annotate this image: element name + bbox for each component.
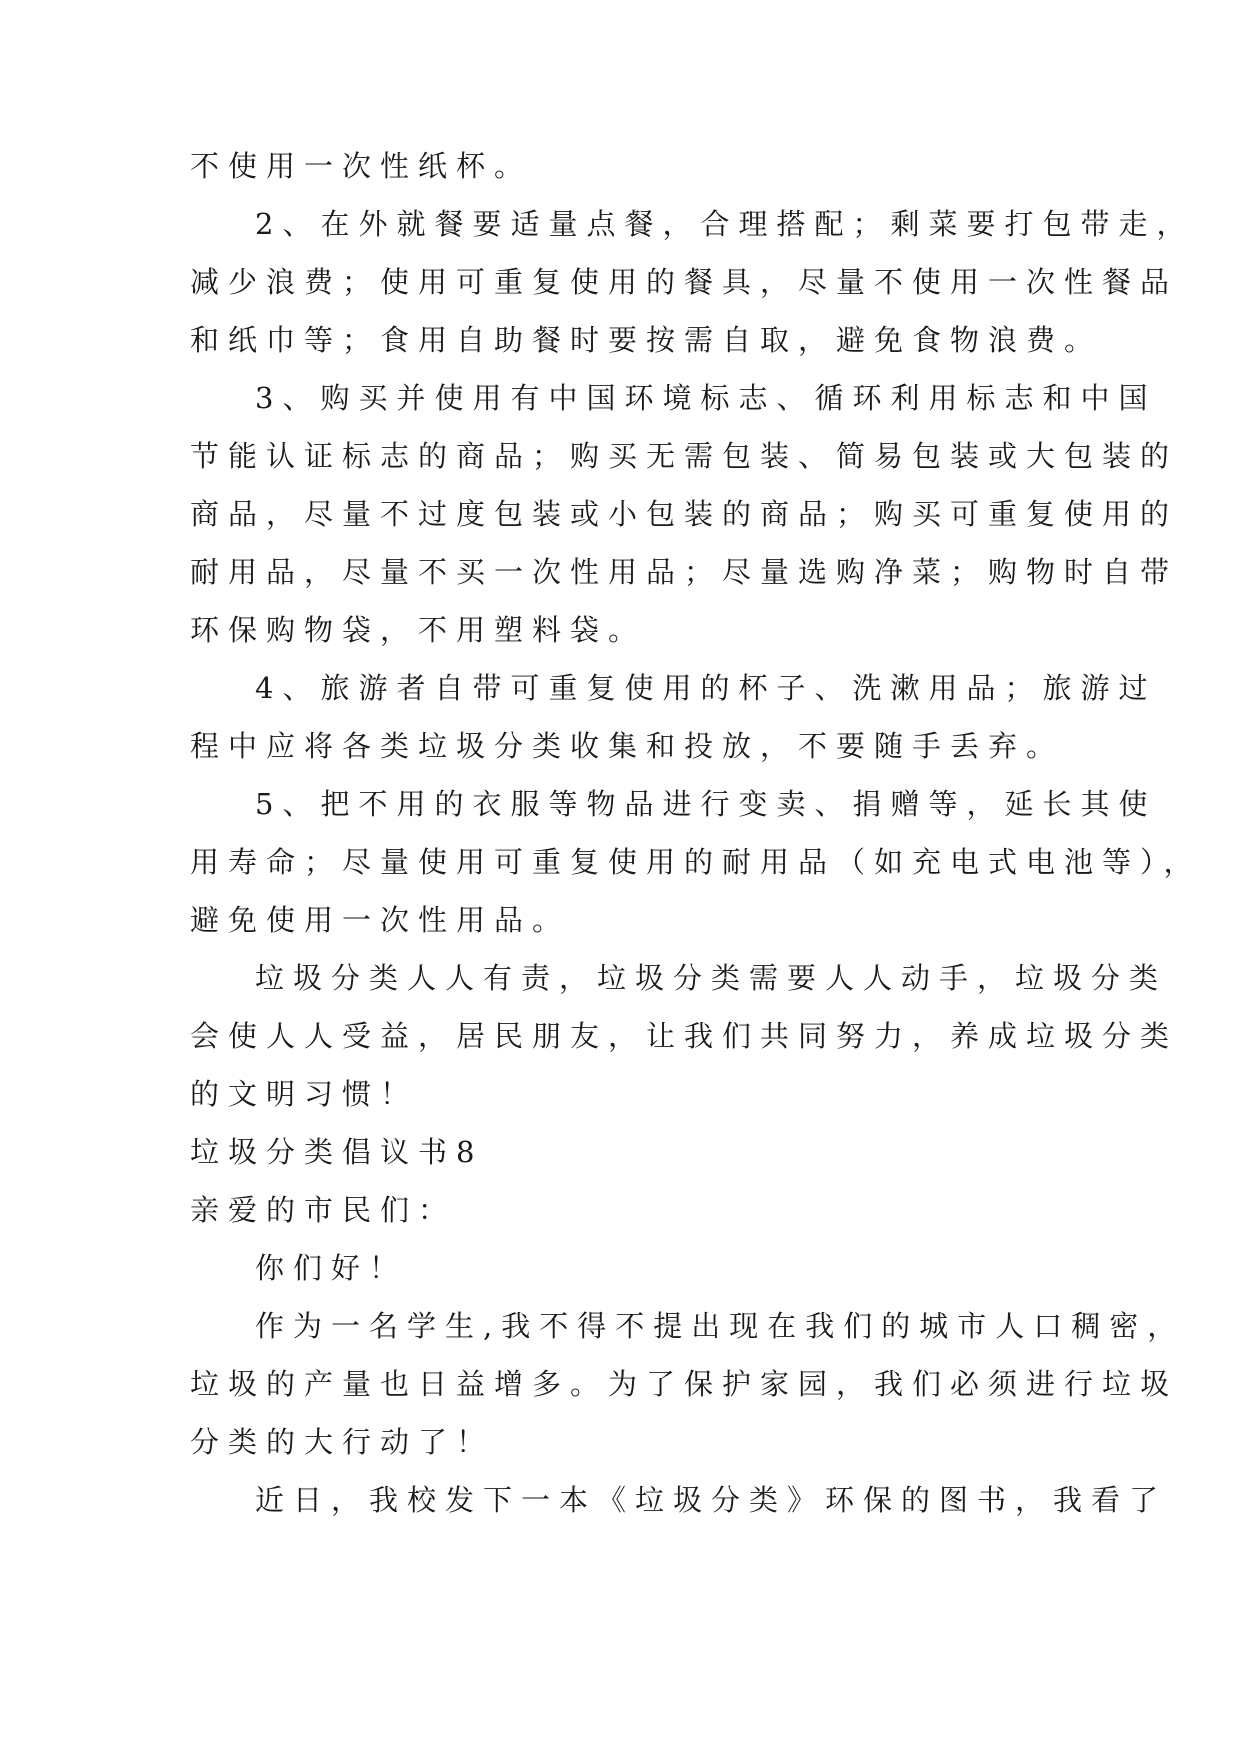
text-line: 环保购物袋，不用塑料袋。	[190, 613, 647, 647]
text-line: 会使人人受益，居民朋友，让我们共同努力，养成垃圾分类	[190, 1019, 1179, 1053]
text-line: 的文明习惯！	[190, 1077, 419, 1111]
text-line: 耐用品，尽量不买一次性用品；尽量选购净菜；购物时自带	[190, 555, 1179, 589]
text-line: 3、购买并使用有中国环境标志、循环利用标志和中国	[255, 381, 1157, 415]
text-line: 分类的大行动了！	[190, 1425, 495, 1459]
text-line: 程中应将各类垃圾分类收集和投放，不要随手丢弃。	[190, 729, 1065, 763]
text-line: 2、在外就餐要适量点餐，合理搭配；剩菜要打包带走，	[255, 207, 1195, 241]
text-line: 避免使用一次性用品。	[190, 903, 571, 937]
text-line: 商品，尽量不过度包装或小包装的商品；购买可重复使用的	[190, 497, 1179, 531]
text-line: 减少浪费；使用可重复使用的餐具，尽量不使用一次性餐品	[190, 265, 1179, 299]
text-line: 用寿命；尽量使用可重复使用的耐用品（如充电式电池等），	[190, 845, 1202, 879]
text-line: 不使用一次性纸杯。	[190, 149, 533, 183]
text-line: 节能认证标志的商品；购买无需包装、简易包装或大包装的	[190, 439, 1179, 473]
text-line: 5、把不用的衣服等物品进行变卖、捐赠等，延长其使	[255, 787, 1157, 821]
text-line: 近日，我校发下一本《垃圾分类》环保的图书，我看了	[255, 1483, 1168, 1517]
text-line: 和纸巾等；食用自助餐时要按需自取，避免食物浪费。	[190, 323, 1103, 357]
text-line: 垃圾的产量也日益增多。为了保护家园，我们必须进行垃圾	[190, 1367, 1179, 1401]
text-line: 作为一名学生,我不得不提出现在我们的城市人口稠密，	[255, 1309, 1186, 1343]
text-line: 亲爱的市民们：	[190, 1193, 457, 1227]
text-line: 你们好！	[255, 1251, 408, 1285]
text-line: 垃圾分类人人有责，垃圾分类需要人人动手，垃圾分类	[255, 961, 1168, 995]
text-line: 垃圾分类倡议书8	[190, 1135, 484, 1169]
text-line: 4、旅游者自带可重复使用的杯子、洗漱用品；旅游过	[255, 671, 1157, 705]
